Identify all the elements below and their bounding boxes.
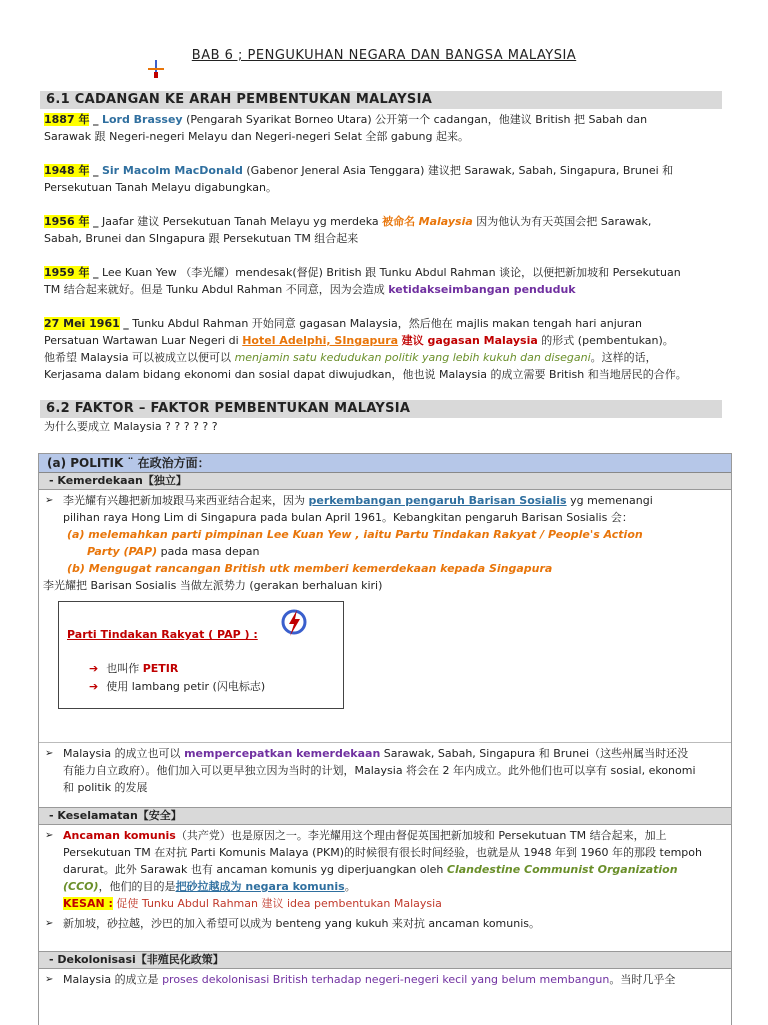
entry-text: 他希望 Malaysia 可以被成立以便可以 (44, 351, 235, 364)
row-text: pada masa depan (157, 545, 260, 558)
dash: _ (92, 113, 99, 126)
row-text: yg memenangi (566, 494, 653, 507)
entry-text: 的形式 (pembentukan)。 (537, 334, 674, 347)
entry-text: Persekutuan Tanah Melayu digabungkan。 (44, 181, 277, 194)
entry-text: Kerjasama dalam bidang ekonomi dan sosial dapat diwujudkan，他也说 Malaysia 的成立需要 British 和当地居民的合作。 (44, 368, 687, 381)
section-heading-6-2: 6.2 FAKTOR – FAKTOR PEMBENTUKAN MALAYSIA (40, 400, 722, 418)
highlight-text: ketidakseimbangan penduduk (388, 283, 576, 296)
lightning-logo-icon (281, 608, 307, 638)
arrow-right-icon: ➔ (89, 662, 99, 675)
row-text: 也叫作 (106, 662, 143, 675)
entry-1887 (44, 111, 724, 145)
arrow-bullet-icon: ➢ (45, 495, 54, 506)
highlight-text: Ancaman komunis (63, 829, 176, 842)
list-item (39, 969, 731, 990)
dash: _ (92, 215, 99, 228)
arrow-bullet-icon: ➢ (45, 830, 54, 841)
entry-1956 (44, 213, 724, 247)
pap-info-box (58, 601, 344, 709)
pap-item-1 (89, 660, 178, 676)
section-heading-6-1: 6.1 CADANGAN KE ARAH PEMBENTUKAN MALAYSIA (40, 91, 722, 109)
entry-text: 因为他认为有天英国会把 Sarawak, (472, 215, 652, 228)
row-text: Sarawak, Sabah, Singapura 和 Brunei（这些州属当时还没 (380, 747, 689, 760)
dash: _ (92, 266, 99, 279)
chapter-title: BAB 6 ; PENGUKUHAN NEGARA DAN BANGSA MALAYSIA (191, 48, 577, 63)
highlight-text: proses dekolonisasi British terhadap negeri-negeri kecil yang belum membangun (162, 973, 610, 986)
dash: _ (123, 317, 129, 330)
pap-title: Parti Tindakan Rakyat ( PAP ) : (67, 628, 258, 641)
highlight-text: 被命名 (382, 215, 416, 228)
subheading-keselamatan: - Keselamatan【安全】 (39, 807, 731, 825)
entry-text: Sarawak 跟 Negeri-negeri Melayu dan Negeri-negeri Selat 全部 gabung 起来。 (44, 130, 470, 143)
entry-text: (Gabenor Jeneral Asia Tenggara) 建议把 Sarawak, Sabah, Singapura, Brunei 和 (246, 164, 674, 177)
row-text: ，他们的目的是 (98, 880, 176, 893)
list-item (39, 825, 731, 913)
row-text: 。 (344, 880, 356, 893)
row-text: 新加坡，砂拉越，沙巴的加入希望可以成为 benteng yang kukuh 来对抗 ancaman komunis。 (63, 917, 540, 930)
row-text: darurat。此外 Sarawak 也有 ancaman komunis yg diperjuangkan oleh (63, 863, 447, 876)
entry-text: (Pengarah Syarikat Borneo Utara) 公开第一个 cadangan，他建议 British 把 Sabah dan (186, 113, 648, 126)
highlight-text: 建议 gagasan Malaysia (401, 334, 538, 347)
row-text: Persekutuan TM 在对抗 Parti Komunis Malaya (PKM)的时候很有很长时间经验，也就是从 1948 年到 1960 年的那段 tempoh (63, 846, 702, 859)
arrow-right-icon: ➔ (89, 680, 99, 693)
row-text: （共产党）也是原因之一。李光耀用这个理由督促英国把新加坡和 Persekutuan TM 结合起来，加上 (175, 829, 667, 842)
list-item (39, 742, 731, 807)
entry-text: Jaafar 建议 Persekutuan Tanah Melayu yg merdeka (101, 215, 383, 228)
highlight-text: mempercepatkan kemerdekaan (184, 747, 381, 760)
point-a-cont: Party (PAP) (87, 545, 158, 558)
row-text: Malaysia 的成立也可以 (63, 747, 185, 760)
entry-text: Persatuan Wartawan Luar Negeri di (44, 334, 243, 347)
highlight-text: (CCO) (63, 880, 99, 893)
list-item (39, 490, 731, 614)
row-text: 李光耀把 Barisan Sosialis 当做左派势力 (gerakan berhaluan kiri) (43, 579, 383, 592)
entry-text: Tunku Abdul Rahman 开始同意 gagasan Malaysia，然后他在 majlis makan tengah hari anjuran (132, 317, 642, 330)
dash: _ (92, 164, 99, 177)
row-text: 李光耀有兴趣把新加坡跟马来西亚结合起来，因为 (63, 494, 309, 507)
row-text: pilihan raya Hong Lim di Singapura pada bulan April 1961。Kebangkitan pengaruh Barisan Sosialis 会： (63, 511, 633, 524)
highlight-text: PETIR (142, 662, 179, 675)
hotel-link[interactable]: Hotel Adelphi, SIngapura (242, 334, 399, 347)
kesan-label: KESAN : (63, 897, 113, 910)
kesan-text: 促使 Tunku Abdul Rahman 建议 idea pembentukan Malaysia (112, 897, 442, 910)
question-text: 为什么要成立 Malaysia ? ? ? ? ? ? (44, 420, 218, 433)
year-label: 27 Mei 1961 (44, 317, 120, 330)
point-a: (a) melemahkan parti pimpinan Lee Kuan Yew , iaitu Partu Tindakan Rakyat / People's Action (67, 528, 643, 541)
subheading-dekolonisasi: - Dekolonisasi【非殖民化政策】 (39, 951, 731, 969)
subheading-kemerdekaan: - Kemerdekaan【独立】 (39, 473, 731, 490)
row-text: 使用 lambang petir (闪电标志) (106, 680, 266, 693)
entry-text: 。这样的话， (590, 351, 657, 364)
table-header-politik: (a) POLITIK ¨ 在政治方面： (39, 454, 731, 473)
factors-table (38, 453, 732, 1025)
person-name: Sir Macolm MacDonald (101, 164, 243, 177)
highlight-link[interactable]: 把砂拉越成为 negara komunis (175, 880, 345, 893)
list-item (39, 913, 731, 951)
entry-1959 (44, 264, 724, 298)
arrow-bullet-icon: ➢ (45, 748, 54, 759)
highlight-link[interactable]: perkembangan pengaruh Barisan Sosialis (308, 494, 567, 507)
point-b: (b) Mengugat rancangan British utk memberi kemerdekaan kepada Singapura (67, 562, 553, 575)
row-text: 有能力自立政府）。他们加入可以更早独立因为当时的计划，Malaysia 将会在 2 年内成立。此外他们也可以享有 sosial, ekonomi (63, 764, 696, 777)
highlight-text: menjamin satu kedudukan politik yang lebih kukuh dan disegani (234, 351, 591, 364)
person-name: Lord Brassey (101, 113, 183, 126)
arrow-bullet-icon: ➢ (45, 918, 54, 929)
arrow-bullet-icon: ➢ (45, 974, 54, 985)
year-label: 1959 年 (44, 266, 90, 279)
entry-text: TM 结合起来就好。但是 Tunku Abdul Rahman 不同意，因为会造成 (44, 283, 389, 296)
entry-1948 (44, 162, 724, 196)
entry-text: Sabah, Brunei dan SIngapura 跟 Persekutuan TM 组合起来 (44, 232, 359, 245)
row-text: 。当时几乎全 (609, 973, 676, 986)
row-text: Malaysia 的成立是 (63, 973, 163, 986)
pap-item-2 (89, 678, 265, 694)
year-label: 1887 年 (44, 113, 90, 126)
entry-text: Lee Kuan Yew （李光耀）mendesak(督促) British 跟 Tunku Abdul Rahman 谈论，以便把新加坡和 Persekutuan (101, 266, 681, 279)
year-label: 1948 年 (44, 164, 90, 177)
entry-1961 (44, 315, 724, 383)
row-text: 和 politik 的发展 (63, 781, 148, 794)
highlight-text: Clandestine Communist Organization (446, 863, 678, 876)
year-label: 1956 年 (44, 215, 90, 228)
highlight-text: Malaysia (418, 215, 473, 228)
